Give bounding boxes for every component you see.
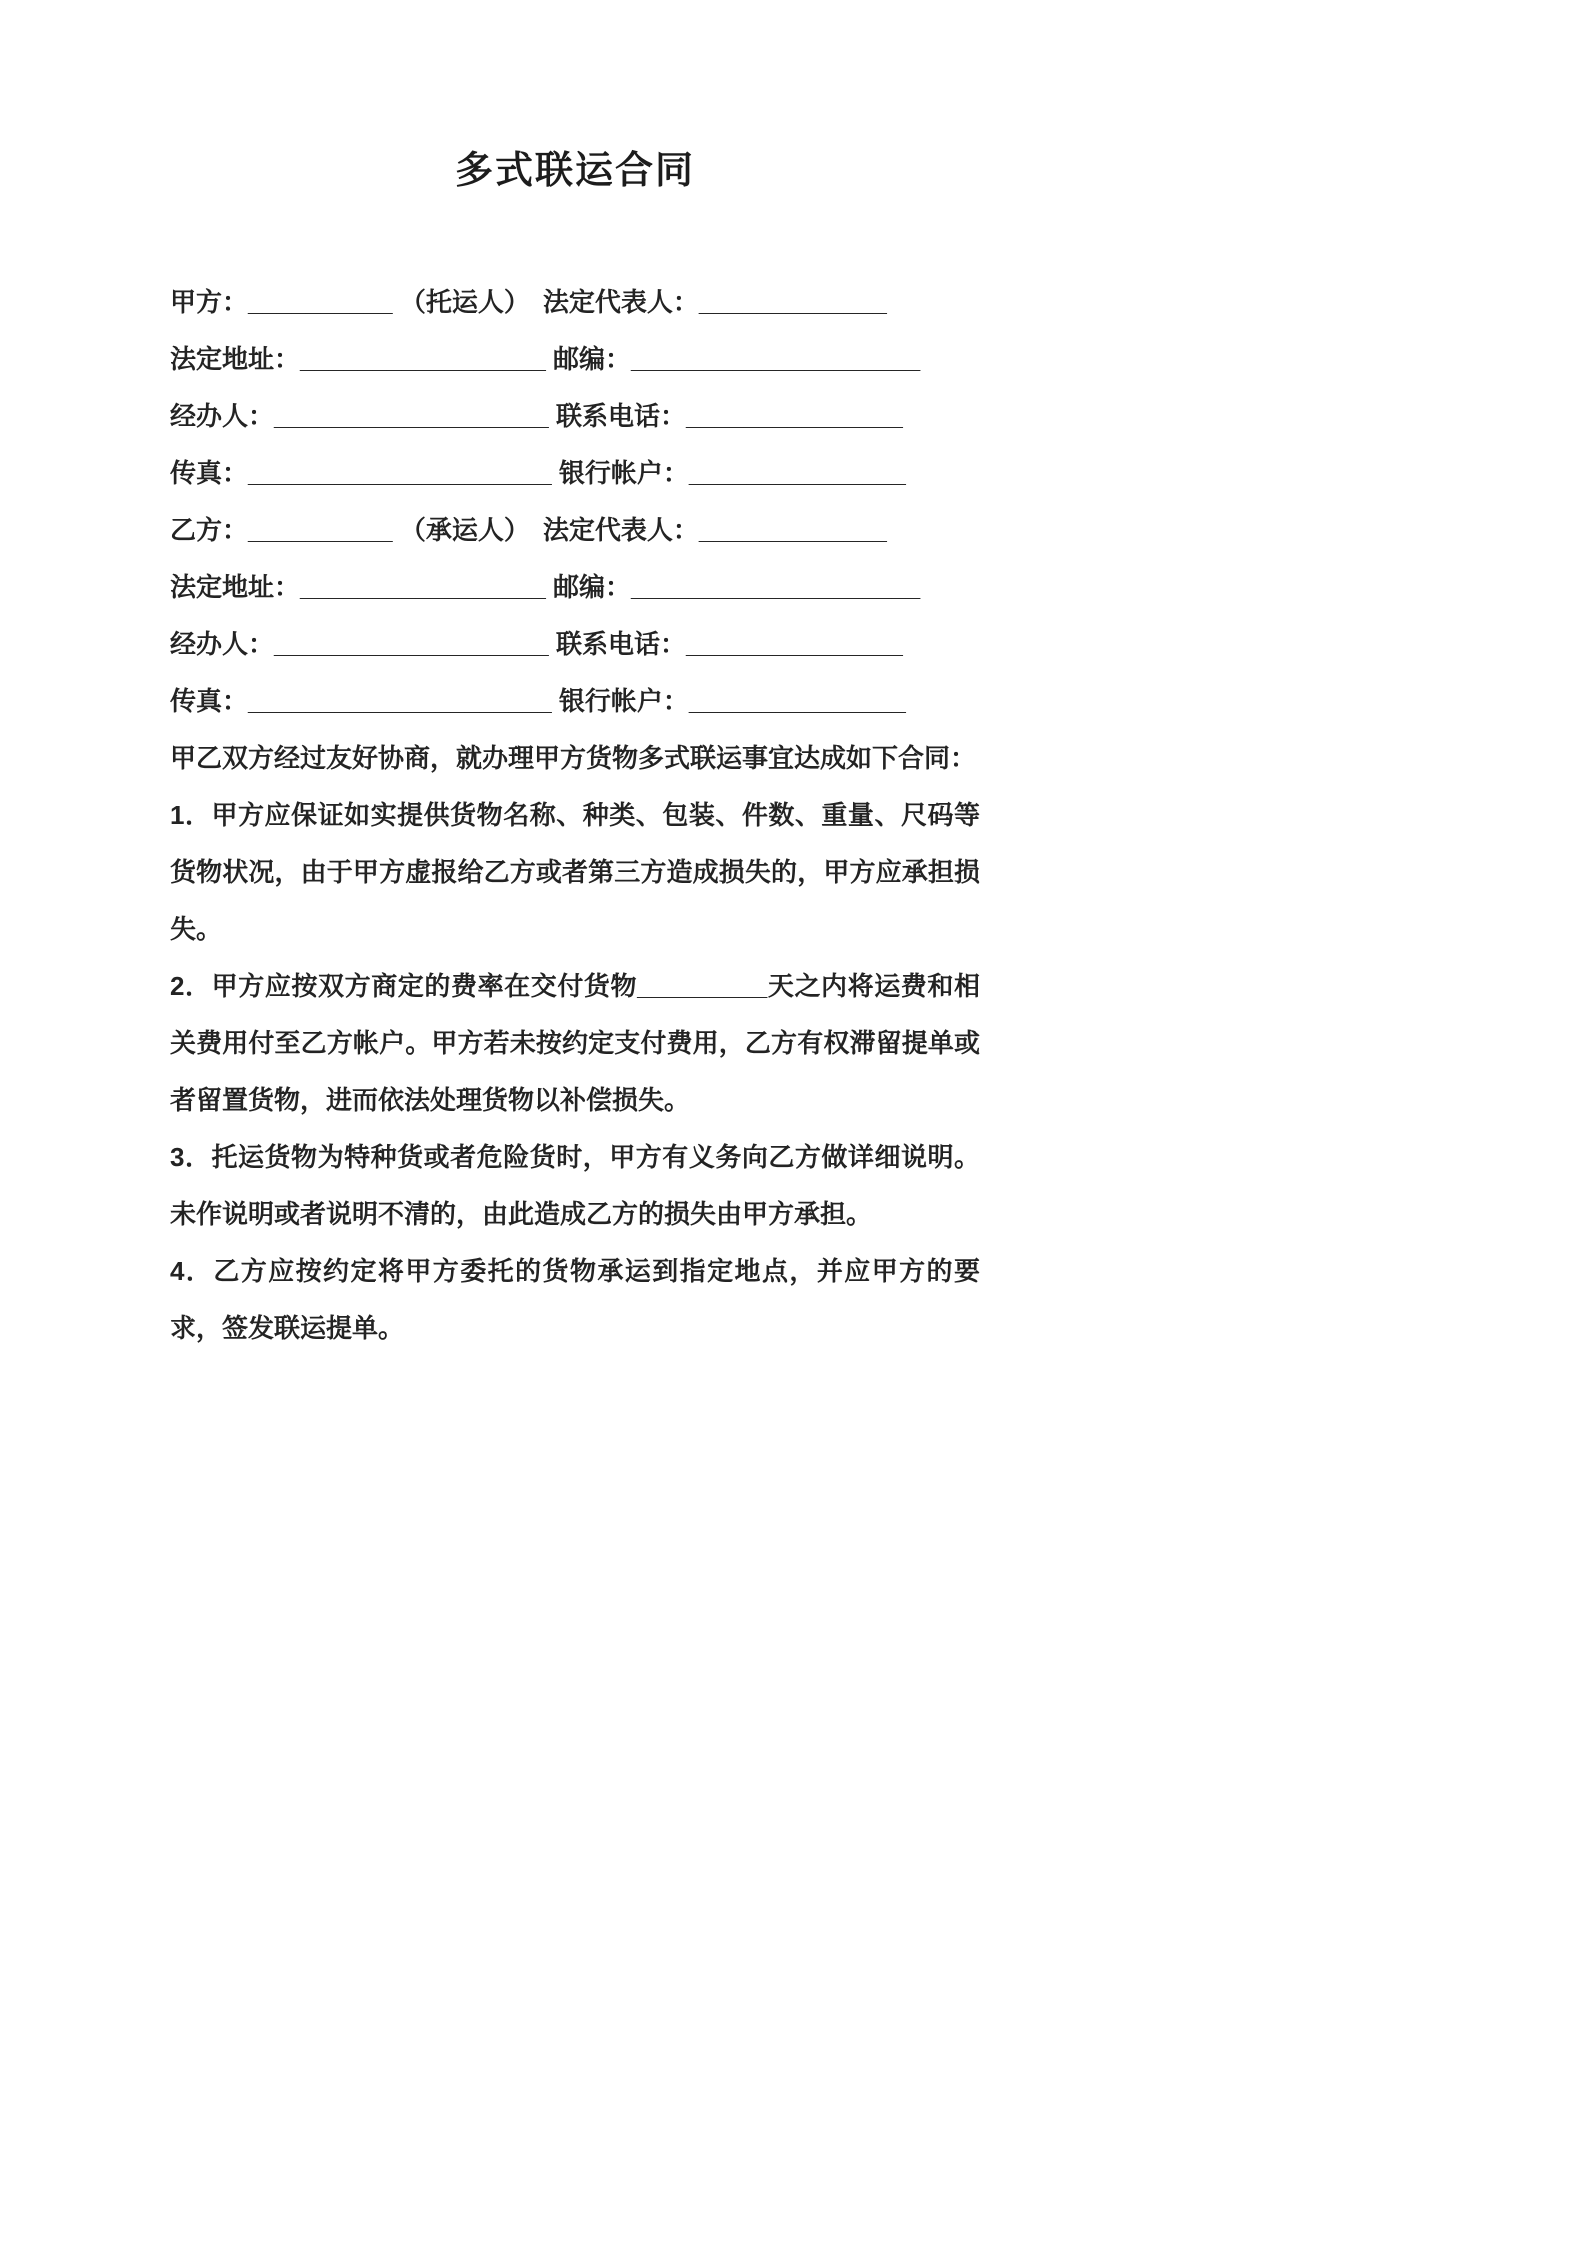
document-body	[170, 274, 980, 1357]
form-line-address-b: 法定地址：_________________ 邮编：____________________	[170, 571, 921, 602]
form-line-party-a: 甲方：__________ （托运人） 法定代表人：_____________	[170, 286, 887, 317]
clause-3: 3．托运货物为特种货或者危险货时，甲方有义务向乙方做详细说明。未作说明或者说明不清的，由此造成乙方的损失由甲方承担。	[170, 1141, 980, 1229]
form-line-address-a: 法定地址：_________________ 邮编：____________________	[170, 343, 921, 374]
clause-4: 4．乙方应按约定将甲方委托的货物承运到指定地点，并应甲方的要求，签发联运提单。	[170, 1255, 980, 1343]
form-line-party-b: 乙方：__________ （承运人） 法定代表人：_____________	[170, 514, 887, 545]
document-title: 多式联运合同	[454, 150, 695, 192]
intro-paragraph: 甲乙双方经过友好协商，就办理甲方货物多式联运事宜达成如下合同：	[170, 742, 977, 773]
clause-1: 1．甲方应保证如实提供货物名称、种类、包装、件数、重量、尺码等货物状况，由于甲方虚报给乙方或者第三方造成损失的，甲方应承担损失。	[170, 799, 980, 944]
clause-2: 2．甲方应按双方商定的费率在交付货物_________天之内将运费和相关费用付至乙方帐户。甲方若未按约定支付费用，乙方有权滞留提单或者留置货物，进而依法处理货物以补偿损失。	[170, 970, 980, 1115]
form-line-agent-b: 经办人：___________________ 联系电话：_______________	[170, 628, 903, 659]
form-line-fax-b: 传真：_____________________ 银行帐户：_______________	[170, 685, 906, 716]
form-line-fax-a: 传真：_____________________ 银行帐户：_______________	[170, 457, 906, 488]
form-line-agent-a: 经办人：___________________ 联系电话：_______________	[170, 400, 903, 431]
